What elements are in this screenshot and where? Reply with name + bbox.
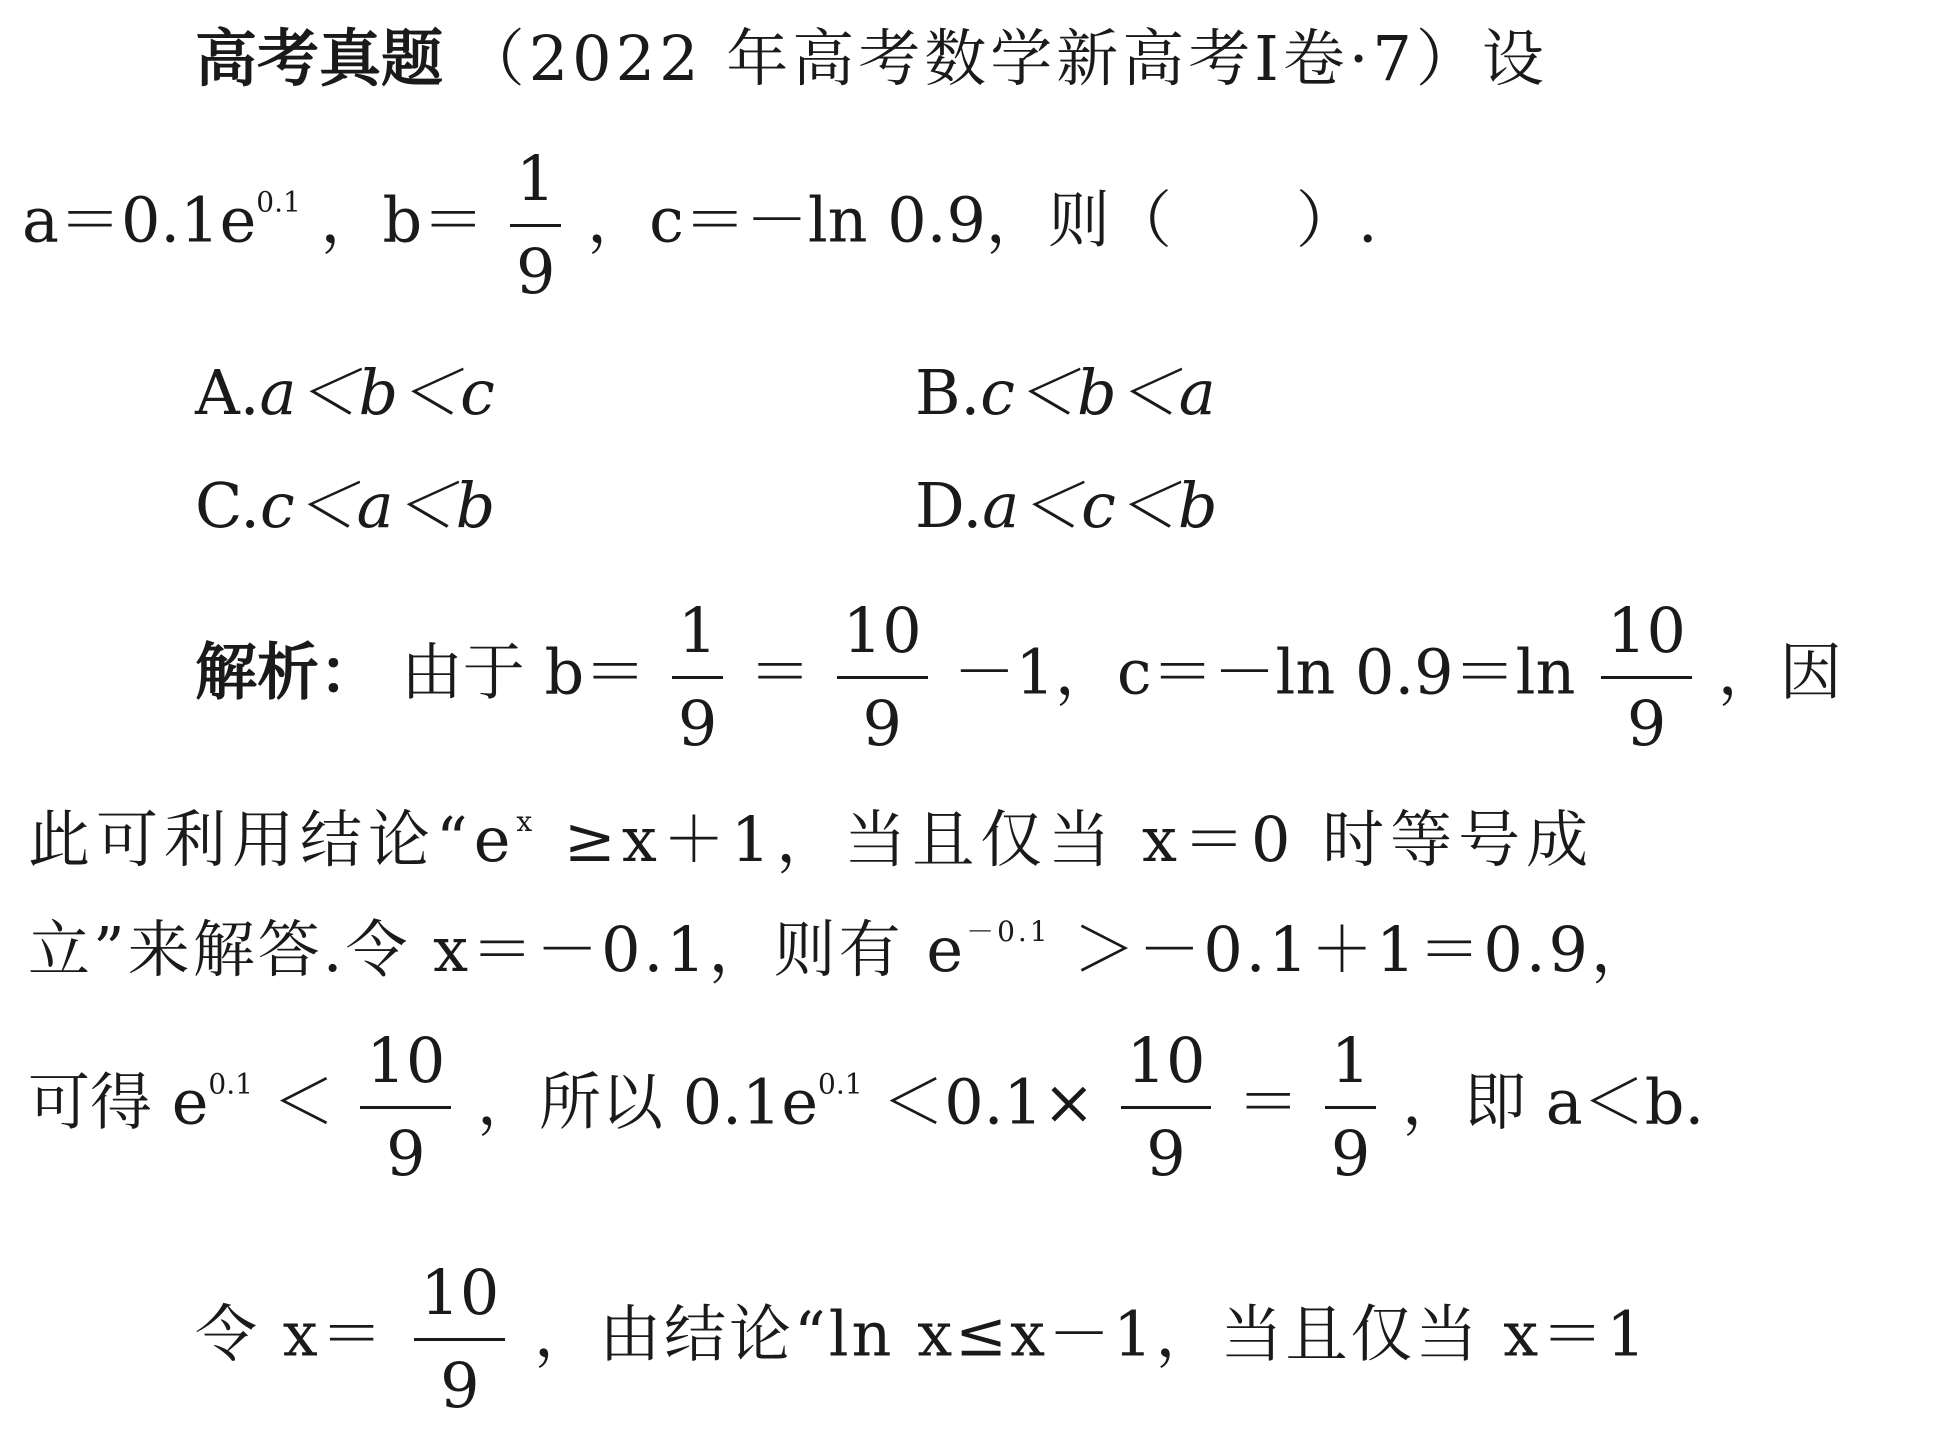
option-d-label: D. bbox=[915, 469, 983, 542]
solution-l4-exp-2: 0.1 bbox=[818, 1067, 863, 1101]
problem-line-2 bbox=[22, 142, 1936, 308]
option-a bbox=[195, 356, 495, 429]
b-definition: ，b＝ bbox=[320, 183, 485, 257]
solution-l2-exp: x bbox=[516, 805, 539, 838]
a-definition: a＝0.1e bbox=[22, 183, 257, 257]
option-c-label: C. bbox=[195, 469, 260, 542]
solution-l2-a: 此可利用结论“e bbox=[28, 803, 517, 876]
solution-l3-b: ＞－0.1＋1＝0.9， bbox=[1073, 913, 1656, 986]
b-fraction-num: 1 bbox=[510, 148, 561, 227]
option-b bbox=[915, 356, 1216, 429]
problem-line-1 bbox=[195, 22, 1936, 95]
frac-den: 9 bbox=[1626, 687, 1667, 760]
frac-num: 1 bbox=[1325, 1030, 1376, 1109]
solution-l4-frac-1 bbox=[360, 1024, 451, 1190]
frac-den: 9 bbox=[440, 1349, 480, 1422]
solution-l3-a: 立”来解答.令 x＝－0.1，则有 e bbox=[28, 913, 967, 986]
solution-l5-a: 令 x＝ bbox=[195, 1297, 386, 1371]
frac-num: 10 bbox=[414, 1262, 505, 1341]
option-b-label: B. bbox=[915, 356, 981, 429]
solution-l5-b: ，由结论“ln x≤x－1，当且仅当 x＝1 bbox=[534, 1297, 1649, 1371]
solution-line-3 bbox=[28, 913, 1936, 986]
solution-l1-c: －1，c＝－ln 0.9＝ln bbox=[953, 635, 1596, 709]
solution-l1-b: ＝ bbox=[749, 635, 812, 709]
b-fraction bbox=[510, 142, 561, 308]
option-a-label: A. bbox=[195, 356, 260, 429]
solution-l4-frac-2 bbox=[1121, 1024, 1212, 1190]
frac-den: 9 bbox=[1330, 1117, 1371, 1190]
frac-num: 10 bbox=[837, 600, 928, 679]
frac-den: 9 bbox=[386, 1117, 426, 1190]
solution-l4-b: ＜ bbox=[272, 1065, 335, 1139]
solution-l4-exp-1: 0.1 bbox=[208, 1067, 253, 1101]
option-c-text: c＜a＜b bbox=[259, 469, 496, 542]
solution-l1-d: ，因 bbox=[1717, 635, 1842, 709]
solution-l1-a: 由于 b＝ bbox=[400, 635, 647, 709]
option-a-text: a＜b＜c bbox=[259, 356, 495, 429]
solution-line-2 bbox=[28, 803, 1936, 876]
solution-l1-frac-2 bbox=[837, 594, 928, 760]
option-c bbox=[195, 469, 496, 542]
problem-heading: 高考真题 bbox=[195, 22, 444, 95]
a-exponent: 0.1 bbox=[256, 185, 301, 219]
solution-l4-f: ，即 a＜b. bbox=[1402, 1065, 1705, 1139]
solution-l4-a: 可得 e bbox=[28, 1065, 209, 1139]
frac-num: 10 bbox=[360, 1030, 451, 1109]
solution-l4-c: ，所以 0.1e bbox=[477, 1065, 819, 1139]
b-fraction-den: 9 bbox=[515, 235, 556, 308]
solution-line-5 bbox=[195, 1256, 1936, 1422]
solution-l3-exp: －0.1 bbox=[966, 915, 1051, 948]
solution-l5-frac-1 bbox=[414, 1256, 505, 1422]
solution-l1-frac-1 bbox=[672, 594, 723, 760]
solution-l4-e: ＝ bbox=[1237, 1065, 1300, 1139]
solution-heading: 解析： bbox=[195, 635, 382, 709]
option-d bbox=[915, 469, 1218, 542]
frac-den: 9 bbox=[862, 687, 902, 760]
solution-l1-frac-3 bbox=[1601, 594, 1692, 760]
solution-l4-d: ＜0.1× bbox=[882, 1065, 1095, 1139]
frac-den: 9 bbox=[677, 687, 718, 760]
frac-num: 10 bbox=[1601, 600, 1692, 679]
solution-line-4 bbox=[28, 1024, 1936, 1190]
solution-line-1 bbox=[195, 594, 1936, 760]
option-d-text: a＜c＜b bbox=[982, 469, 1218, 542]
frac-num: 10 bbox=[1121, 1030, 1212, 1109]
problem-source: （2022 年高考数学新高考Ⅰ卷·7）设 bbox=[462, 22, 1548, 95]
option-b-text: c＜b＜a bbox=[980, 356, 1216, 429]
frac-num: 1 bbox=[672, 600, 723, 679]
c-definition: ，c＝－ln 0.9，则（ ）. bbox=[587, 183, 1378, 257]
solution-l4-frac-3 bbox=[1325, 1024, 1376, 1190]
frac-den: 9 bbox=[1146, 1117, 1186, 1190]
solution-l2-b: ≥x＋1，当且仅当 x＝0 时等号成 bbox=[563, 803, 1595, 876]
